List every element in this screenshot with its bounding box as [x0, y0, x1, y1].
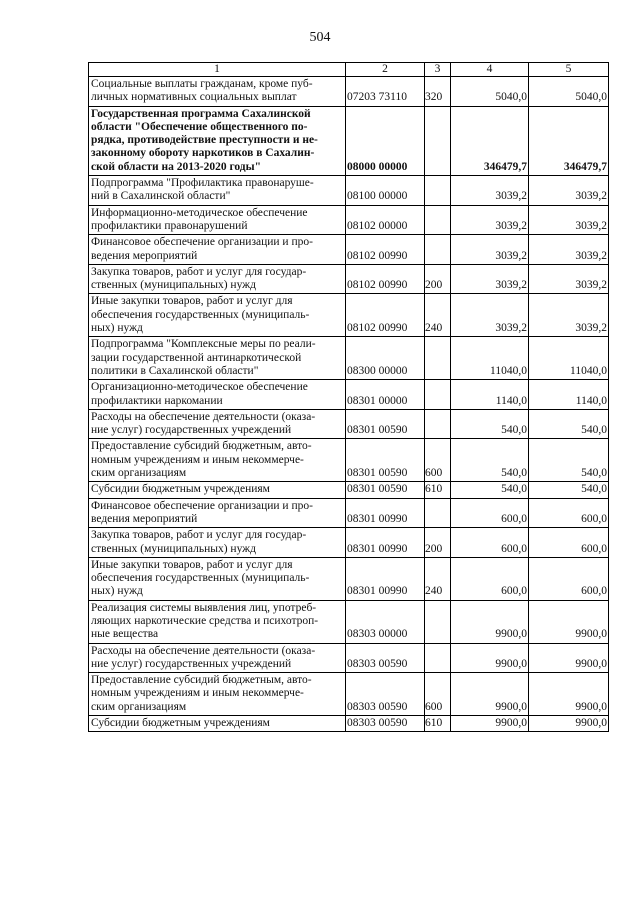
- row-name-cell: Подпрограмма "Профилактика правонаруше- ний в Сахалинской области": [89, 176, 346, 206]
- row-code-cell: 08301 00590: [346, 439, 425, 482]
- row-code-cell: 08303 00590: [346, 716, 425, 732]
- row-code-cell: 08301 00590: [346, 482, 425, 498]
- table-body: [89, 77, 609, 732]
- row-amount-year2-cell: 540,0: [529, 482, 609, 498]
- row-name-cell: Закупка товаров, работ и услуг для государ- ственных (муниципальных) нужд: [89, 264, 346, 294]
- row-expense-type-cell: [425, 337, 451, 380]
- row-expense-type-cell: 600: [425, 439, 451, 482]
- column-header-3: 3: [425, 63, 451, 77]
- table-row: [89, 482, 609, 498]
- row-name-cell: Субсидии бюджетным учреждениям: [89, 716, 346, 732]
- row-amount-year2-cell: 11040,0: [529, 337, 609, 380]
- row-name-cell: Закупка товаров, работ и услуг для государ- ственных (муниципальных) нужд: [89, 528, 346, 558]
- row-amount-year2-cell: 3039,2: [529, 235, 609, 265]
- row-expense-type-cell: 200: [425, 528, 451, 558]
- row-amount-year2-cell: 3039,2: [529, 264, 609, 294]
- row-name-cell: Расходы на обеспечение деятельности (оказа- ние услуг) государственных учреждений: [89, 643, 346, 673]
- row-amount-year1-cell: 3039,2: [451, 264, 529, 294]
- row-amount-year1-cell: 346479,7: [451, 106, 529, 175]
- row-code-cell: 08301 00990: [346, 557, 425, 600]
- row-code-cell: 08303 00590: [346, 673, 425, 716]
- row-amount-year2-cell: 540,0: [529, 409, 609, 439]
- row-amount-year1-cell: 9900,0: [451, 600, 529, 643]
- row-expense-type-cell: 320: [425, 77, 451, 107]
- row-name-cell: Финансовое обеспечение организации и про- ведения мероприятий: [89, 498, 346, 528]
- row-expense-type-cell: [425, 235, 451, 265]
- row-name-cell: Предоставление субсидий бюджетным, авто- номным учреждениям и иным некоммерче- ским организациям: [89, 439, 346, 482]
- row-expense-type-cell: [425, 600, 451, 643]
- table-row: [89, 106, 609, 175]
- budget-table: [88, 62, 609, 732]
- row-code-cell: 08000 00000: [346, 106, 425, 175]
- row-expense-type-cell: [425, 498, 451, 528]
- row-code-cell: 08102 00990: [346, 264, 425, 294]
- column-header-1: 1: [89, 63, 346, 77]
- table-row: [89, 337, 609, 380]
- row-name-cell: Расходы на обеспечение деятельности (оказа- ние услуг) государственных учреждений: [89, 409, 346, 439]
- row-code-cell: 08301 00990: [346, 498, 425, 528]
- row-amount-year2-cell: 600,0: [529, 528, 609, 558]
- row-expense-type-cell: 610: [425, 716, 451, 732]
- row-expense-type-cell: [425, 106, 451, 175]
- row-amount-year2-cell: 600,0: [529, 557, 609, 600]
- header-row: [89, 63, 609, 77]
- row-name-cell: Подпрограмма "Комплексные меры по реали- зации государственной антинаркотической политики в Сахалинской области": [89, 337, 346, 380]
- table-row: [89, 557, 609, 600]
- row-name-cell: Информационно-методическое обеспечение профилактики правонарушений: [89, 205, 346, 235]
- row-name-cell: Организационно-методическое обеспечение профилактики наркомании: [89, 380, 346, 410]
- table-row: [89, 176, 609, 206]
- row-amount-year2-cell: 5040,0: [529, 77, 609, 107]
- table-row: [89, 235, 609, 265]
- row-code-cell: 08300 00000: [346, 337, 425, 380]
- row-name-cell: Реализация системы выявления лиц, употреб- ляющих наркотические средства и психотроп- ные вещества: [89, 600, 346, 643]
- row-amount-year2-cell: 1140,0: [529, 380, 609, 410]
- table-row: [89, 643, 609, 673]
- row-amount-year1-cell: 9900,0: [451, 673, 529, 716]
- row-name-cell: Предоставление субсидий бюджетным, авто- номным учреждениям и иным некоммерче- ским организациям: [89, 673, 346, 716]
- row-name-cell: Государственная программа Сахалинской области "Обеспечение общественного по- рядка, противодействие преступности и не- законному обороту наркотиков в Сахалин- ской области на 2013-2020 годы": [89, 106, 346, 175]
- table-row: [89, 205, 609, 235]
- row-expense-type-cell: 240: [425, 294, 451, 337]
- row-code-cell: 08301 00990: [346, 528, 425, 558]
- table-row: [89, 294, 609, 337]
- row-code-cell: 08102 00990: [346, 294, 425, 337]
- row-amount-year1-cell: 3039,2: [451, 176, 529, 206]
- column-header-2: 2: [346, 63, 425, 77]
- row-amount-year2-cell: 540,0: [529, 439, 609, 482]
- table-row: [89, 380, 609, 410]
- row-amount-year1-cell: 540,0: [451, 409, 529, 439]
- row-expense-type-cell: [425, 380, 451, 410]
- table-row: [89, 498, 609, 528]
- row-amount-year1-cell: 5040,0: [451, 77, 529, 107]
- table-row: [89, 673, 609, 716]
- table-row: [89, 264, 609, 294]
- row-amount-year1-cell: 3039,2: [451, 294, 529, 337]
- row-amount-year1-cell: 540,0: [451, 439, 529, 482]
- table-row: [89, 77, 609, 107]
- row-code-cell: 08102 00000: [346, 205, 425, 235]
- row-expense-type-cell: [425, 176, 451, 206]
- table-row: [89, 439, 609, 482]
- row-name-cell: Субсидии бюджетным учреждениям: [89, 482, 346, 498]
- page-number: 504: [309, 30, 331, 45]
- row-amount-year2-cell: 3039,2: [529, 205, 609, 235]
- row-amount-year2-cell: 346479,7: [529, 106, 609, 175]
- row-name-cell: Финансовое обеспечение организации и про- ведения мероприятий: [89, 235, 346, 265]
- row-name-cell: Социальные выплаты гражданам, кроме пуб- личных нормативных социальных выплат: [89, 77, 346, 107]
- column-header-5: 5: [529, 63, 609, 77]
- row-code-cell: 07203 73110: [346, 77, 425, 107]
- row-amount-year2-cell: 9900,0: [529, 716, 609, 732]
- table-row: [89, 528, 609, 558]
- column-header-4: 4: [451, 63, 529, 77]
- row-code-cell: 08303 00590: [346, 643, 425, 673]
- table-row: [89, 716, 609, 732]
- row-expense-type-cell: 240: [425, 557, 451, 600]
- row-expense-type-cell: 200: [425, 264, 451, 294]
- row-amount-year1-cell: 600,0: [451, 557, 529, 600]
- row-expense-type-cell: 600: [425, 673, 451, 716]
- row-expense-type-cell: [425, 643, 451, 673]
- row-amount-year2-cell: 9900,0: [529, 643, 609, 673]
- row-amount-year1-cell: 11040,0: [451, 337, 529, 380]
- row-code-cell: 08100 00000: [346, 176, 425, 206]
- row-amount-year1-cell: 600,0: [451, 498, 529, 528]
- row-code-cell: 08301 00000: [346, 380, 425, 410]
- row-code-cell: 08303 00000: [346, 600, 425, 643]
- row-amount-year1-cell: 600,0: [451, 528, 529, 558]
- row-code-cell: 08102 00990: [346, 235, 425, 265]
- row-amount-year2-cell: 9900,0: [529, 673, 609, 716]
- row-amount-year1-cell: 9900,0: [451, 643, 529, 673]
- row-amount-year2-cell: 9900,0: [529, 600, 609, 643]
- row-amount-year1-cell: 540,0: [451, 482, 529, 498]
- row-expense-type-cell: 610: [425, 482, 451, 498]
- row-amount-year1-cell: 9900,0: [451, 716, 529, 732]
- row-amount-year1-cell: 3039,2: [451, 235, 529, 265]
- row-name-cell: Иные закупки товаров, работ и услуг для обеспечения государственных (муниципаль- ных) нужд: [89, 294, 346, 337]
- row-amount-year2-cell: 600,0: [529, 498, 609, 528]
- row-amount-year1-cell: 3039,2: [451, 205, 529, 235]
- row-amount-year2-cell: 3039,2: [529, 176, 609, 206]
- budget-table-container: [88, 62, 608, 732]
- row-amount-year2-cell: 3039,2: [529, 294, 609, 337]
- table-row: [89, 600, 609, 643]
- row-expense-type-cell: [425, 409, 451, 439]
- row-amount-year1-cell: 1140,0: [451, 380, 529, 410]
- row-name-cell: Иные закупки товаров, работ и услуг для обеспечения государственных (муниципаль- ных) нужд: [89, 557, 346, 600]
- row-code-cell: 08301 00590: [346, 409, 425, 439]
- table-row: [89, 409, 609, 439]
- row-expense-type-cell: [425, 205, 451, 235]
